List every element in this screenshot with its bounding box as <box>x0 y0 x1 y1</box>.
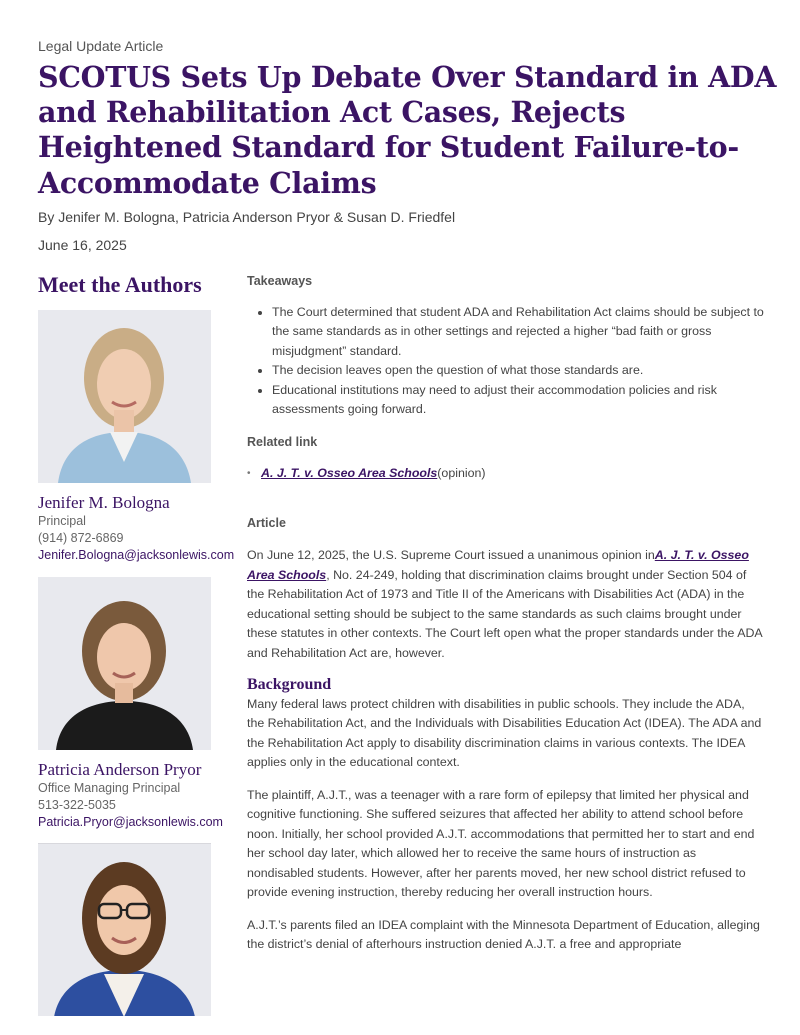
article-kicker: Legal Update Article <box>38 38 164 54</box>
author-role: Office Managing Principal <box>38 781 181 795</box>
article-paragraph <box>247 546 765 663</box>
author-phone[interactable]: (914) 872-6869 <box>38 531 124 545</box>
link-suffix: (opinion) <box>437 466 486 480</box>
author-name[interactable]: Jenifer M. Bologna <box>38 493 170 512</box>
paragraph-text: , No. 24-249, holding that discrimination claims brought under Section 504 of the Rehabilitation Act of 1973 and Title II of the Americans with Disabilities Act (ADA) in the educational setting should be subject to the same standards as such claims brought under these statutes in other contexts. The Court left open what the proper standards under the ADA and Rehabilitation Act are, however. <box>247 567 762 660</box>
author-photo[interactable] <box>38 310 211 483</box>
article-label: Article <box>247 515 286 530</box>
list-item: • The decision leaves open the question of what those standards are. <box>272 361 765 381</box>
article-byline: By Jenifer M. Bologna, Patricia Anderson Pryor & Susan D. Friedfel <box>38 209 456 225</box>
author-card <box>38 577 238 831</box>
list-item: • The Court determined that student ADA and Rehabilitation Act claims should be subject to the same standards as in other settings and rejected a higher “bad faith or gross misjudgment” standard. <box>272 303 765 362</box>
paragraph-text: On June 12, 2025, the U.S. Supreme Court issued a unanimous opinion in <box>247 548 655 562</box>
related-link-label: Related link <box>247 434 318 449</box>
author-card <box>38 310 238 564</box>
opinion-link[interactable]: A. J. T. v. Osseo Area Schools <box>261 466 438 480</box>
article-paragraph: The plaintiff, A.J.T., was a teenager with a rare form of epilepsy that limited her physical and cognitive functioning. She suffered seizures that affected her ability to attend school before noon. Initially, her school provided A.J.T. accommodations that permitted her to start and end her school day later, which allowed her to receive the same hours of instruction as nondisabled students. However, after her parents moved, her new school district refused to provide evening instruction, thereby reducing her overall instruction hours. <box>247 787 755 899</box>
authors-sidebar <box>38 272 238 1016</box>
author-email[interactable]: Patricia.Pryor@jacksonlewis.com <box>38 815 223 829</box>
article-paragraph: A.J.T.’s parents filed an IDEA complaint with the Minnesota Department of Education, alleging the district’s denial of afterhours instruction denied A.J.T. a free and appropriate <box>247 917 760 951</box>
article-date: June 16, 2025 <box>38 237 127 253</box>
author-role: Principal <box>38 514 86 528</box>
takeaways-list <box>247 303 765 420</box>
article-body <box>247 272 765 955</box>
related-links-list <box>247 464 765 484</box>
article-title: SCOTUS Sets Up Debate Over Standard in ADA and Rehabilitation Act Cases, Rejects Heightened Standard for Student Failure-to-Accommodate Claims <box>38 60 777 200</box>
author-photo[interactable] <box>38 843 211 1016</box>
author-email[interactable]: Jenifer.Bologna@jacksonlewis.com <box>38 548 235 562</box>
background-heading: Background <box>247 676 332 693</box>
list-item: • Educational institutions may need to adjust their accommodation policies and risk assessments going forward. <box>272 381 765 420</box>
article-paragraph: Many federal laws protect children with disabilities in public schools. They include the ADA, the Rehabilitation Act, and the Individuals with Disabilities Education Act (IDEA). The ADA and the Rehabilitation Act apply to disability discrimination claims in various contexts. The IDEA applies only in the educational context. <box>247 696 762 769</box>
author-phone[interactable]: 513-322-5035 <box>38 798 116 812</box>
author-name[interactable]: Patricia Anderson Pryor <box>38 760 202 779</box>
case-link[interactable]: A. J. T. v. Osseo Area Schools <box>247 548 749 582</box>
author-card <box>38 843 238 1016</box>
meet-authors-heading: Meet the Authors <box>38 272 202 297</box>
list-item <box>261 464 765 484</box>
takeaways-label: Takeaways <box>247 274 313 288</box>
author-photo[interactable] <box>38 577 211 750</box>
